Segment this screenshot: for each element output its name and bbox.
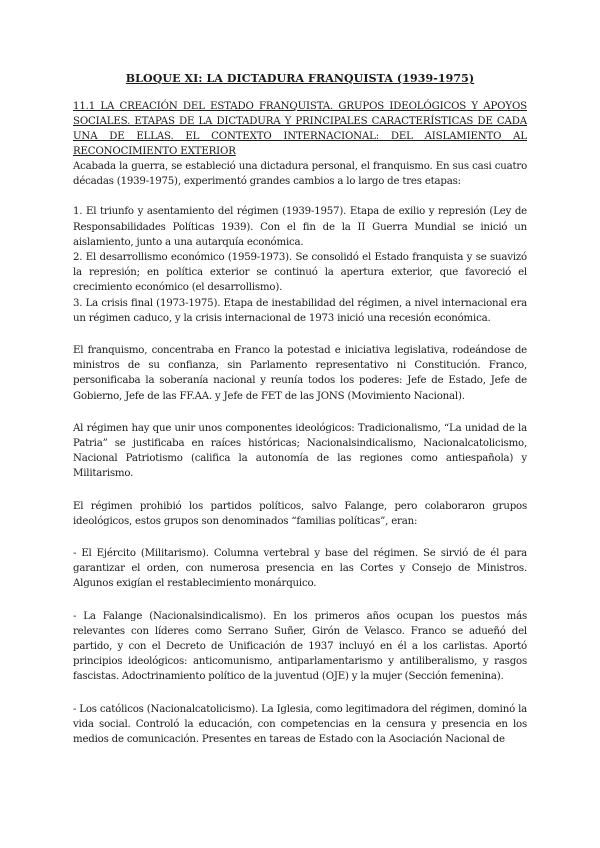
spacer [73,482,527,499]
spacer [73,685,527,702]
spacer [73,592,527,609]
intro-paragraph: Acabada la guerra, se estableció una dictadura personal, el franquismo. En sus casi cuatro décadas (1939-1975), experimentó grandes cambios a lo largo de tres etapas: [73,161,527,188]
paragraph-familias: El régimen prohibió los partidos políticos, salvo Falange, pero colaboraron grupos ideológicos, estos grupos son denominados “familias políticas”, eran: [73,500,527,527]
spacer [73,189,527,204]
spacer [73,404,527,421]
paragraph-catolicos: - Los católicos (Nacionalcatolicismo). La Iglesia, como legitimadora del régimen, dominó la vida social. Controló la educación, con competencias en la censura y presencia en los medios de comunicación. Presentes en tareas de Estado con la Asociación Nacional de [73,703,527,746]
spacer [73,326,527,343]
stage-item-2: 2. El desarrollismo económico (1959-1973). Se consolidó el Estado franquista y se suavizó la represión; en política exterior se continuó la apertura exterior, que favoreció el crecimiento económico (el desarrollismo). [73,252,527,294]
paragraph-falange: - La Falange (Nacionalsindicalismo). En los primeros años ocupan los puestos más relevantes con líderes como Serrano Suñer, Girón de Velasco. Franco se adueñó del partido, y con el Decreto de Unificación de 1937 incluyó en él a los carlistas. Aportó principios ideológicos: anticomunismo, antiparlamentarismo y antiliberalismo, y rasgos fascistas. Adoctrinamiento político de la juventud (OJE) y la mujer (Sección femenina). [73,610,527,683]
stage-item-3: 3. La crisis final (1973-1975). Etapa de inestabilidad del régimen, a nivel internacional era un régimen caduco, y la crisis internacional de 1973 inició una recesión económica. [73,297,527,324]
section-heading: 11.1 LA CREACIÓN DEL ESTADO FRANQUISTA. GRUPOS IDEOLÓGICOS Y APOYOS SOCIALES. ETAPAS DE LA DICTADURA Y PRINCIPALES CARACTERÍSTICAS DE CADA UNA DE ELLAS. EL CONTEXTO INTERNACIONAL: DEL AISLAMIENTO AL RECONOCIMIENTO EXTERIOR [73,101,527,157]
stage-item-1: 1. El triunfo y asentamiento del régimen (1939-1957). Etapa de exilio y represión (Ley de Responsabilidades Políticas 1939). Con el fin de la II Guerra Mundial se inició un aislamiento, junto a una autarquía económica. [73,206,527,248]
document-page [73,72,527,747]
paragraph-ideologia: Al régimen hay que unir unos componentes ideológicos: Tradicionalismo, “La unidad de la Patria” se justificaba en raíces históricas; Nacionalsindicalismo, Nacionalcatolicismo, Nacional Patriotismo (califica la autonomía de las regiones como antiespañola) y Militarismo. [73,422,527,480]
document-title: BLOQUE XI: LA DICTADURA FRANQUISTA (1939-1975) [125,72,475,85]
paragraph-ejercito: - El Ejército (Militarismo). Columna vertebral y base del régimen. Se sirvió de él para garantizar el orden, con numerosa presencia en las Cortes y Consejo de Ministros. Algunos exigían el restablecimiento monárquico. [73,548,527,590]
paragraph-franquismo: El franquismo, concentraba en Franco la potestad e iniciativa legislativa, rodeándose de ministros de su confianza, sin Parlamento representativo ni Constitución. Franco, personificaba la soberanía nacional y reunía todos los poderes: Jefe de Estado, Jefe de Gobierno, Jefe de las FF.AA. y Jefe de FET de las JONS (Movimiento Nacional). [73,345,527,402]
spacer [73,529,527,546]
